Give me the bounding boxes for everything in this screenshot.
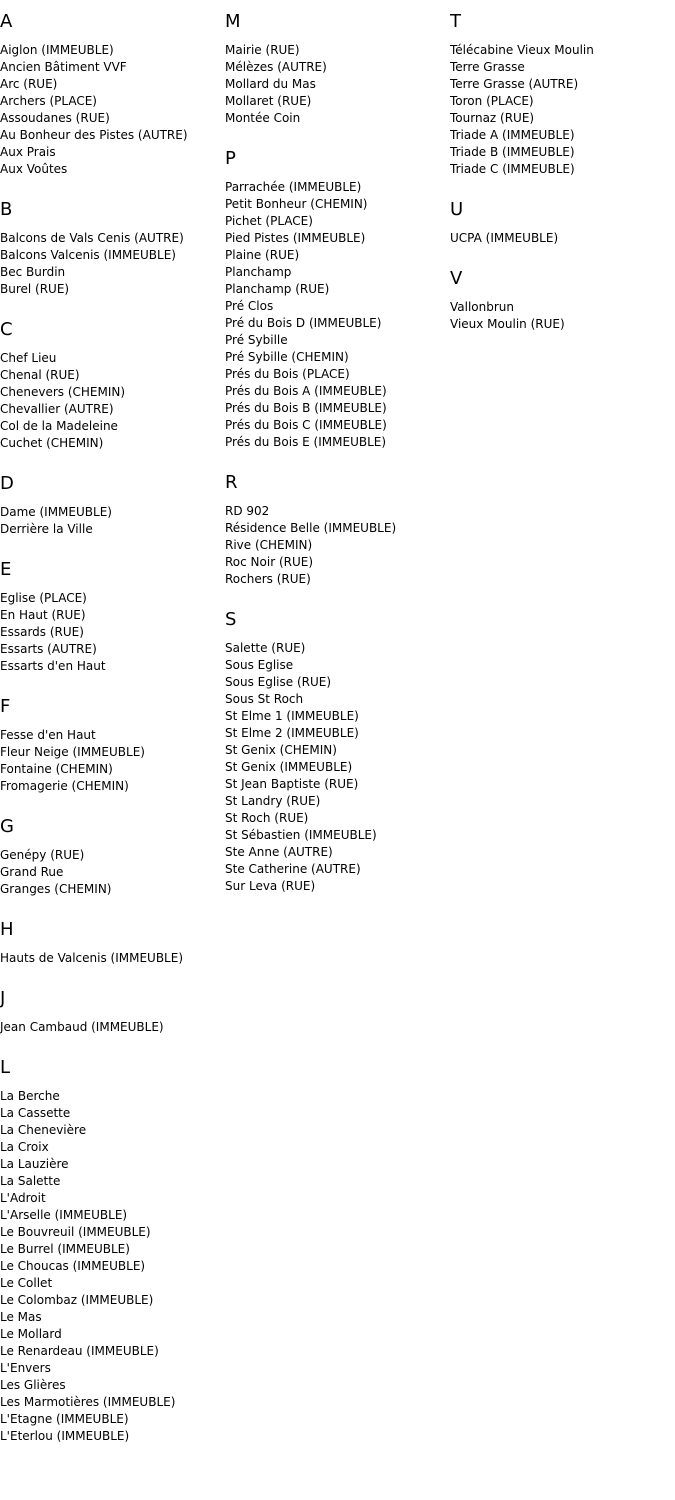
letter-heading: A [0,11,13,32]
street-link[interactable]: Balcons Valcenis (IMMEUBLE) [0,248,176,262]
letter-group [0,320,225,452]
street-link[interactable]: Mollaret (RUE) [225,94,312,108]
street-link[interactable]: RD 902 [225,504,270,518]
street-link[interactable]: Mairie (RUE) [225,43,300,57]
street-link[interactable]: L'Arselle (IMMEUBLE) [0,1208,128,1222]
street-list [0,950,225,967]
letter-group [450,269,675,333]
street-link[interactable]: Terre Grasse (AUTRE) [450,77,579,91]
letter-heading: T [450,11,461,32]
street-link[interactable]: Triade B (IMMEUBLE) [450,145,575,159]
street-link[interactable]: Pré Clos [225,299,274,313]
letter-group [225,149,450,451]
street-link[interactable]: St Genix (IMMEUBLE) [225,760,353,774]
street-link[interactable]: La Croix [0,1140,49,1154]
street-list [0,847,225,898]
street-link[interactable]: Aiglon (IMMEUBLE) [0,43,114,57]
street-link[interactable]: Plaine (RUE) [225,248,300,262]
street-link[interactable]: Essarts (AUTRE) [0,642,97,656]
street-link[interactable]: Résidence Belle (IMMEUBLE) [225,521,397,535]
street-link[interactable]: La Chenevière [0,1123,87,1137]
letter-group [0,200,225,298]
street-link[interactable]: Parrachée (IMMEUBLE) [225,180,362,194]
index-column-1 [0,12,225,1467]
street-link[interactable]: Au Bonheur des Pistes (AUTRE) [0,128,188,142]
street-link[interactable]: Fromagerie (CHEMIN) [0,779,129,793]
letter-group [0,1058,225,1445]
street-link[interactable]: Arc (RUE) [0,77,58,91]
street-link[interactable]: Derrière la Ville [0,522,93,536]
letter-heading: H [0,919,14,940]
street-link[interactable]: L'Envers [0,1361,51,1375]
street-list [0,350,225,452]
letter-group [0,474,225,538]
street-link[interactable]: L'Eterlou (IMMEUBLE) [0,1429,130,1443]
street-link[interactable]: Balcons de Vals Cenis (AUTRE) [0,231,184,245]
street-list [225,42,450,127]
street-link[interactable]: Tournaz (RUE) [450,111,535,125]
letter-heading: E [0,559,12,580]
street-link[interactable]: Burel (RUE) [0,282,70,296]
letter-group [0,12,225,178]
index-column-2 [225,12,450,917]
letter-group [225,610,450,895]
letter-heading: C [0,319,13,340]
street-link[interactable]: St Elme 1 (IMMEUBLE) [225,709,359,723]
letter-group [0,697,225,795]
street-link[interactable]: Le Collet [0,1276,53,1290]
street-link[interactable]: Jean Cambaud (IMMEUBLE) [0,1020,164,1034]
street-link[interactable]: Pré Sybille (CHEMIN) [225,350,349,364]
letter-heading: F [0,696,11,717]
street-list [450,230,675,247]
street-link[interactable]: Salette (RUE) [225,641,306,655]
street-link[interactable]: Hauts de Valcenis (IMMEUBLE) [0,951,183,965]
street-link[interactable]: Prés du Bois A (IMMEUBLE) [225,384,387,398]
street-link[interactable]: Les Glières [0,1378,66,1392]
street-link[interactable]: Ste Catherine (AUTRE) [225,862,361,876]
street-link[interactable]: Pré du Bois D (IMMEUBLE) [225,316,382,330]
street-list [0,42,225,178]
street-link[interactable]: Genépy (RUE) [0,848,85,862]
street-link[interactable]: Rive (CHEMIN) [225,538,313,552]
letter-heading: D [0,473,14,494]
street-link[interactable]: Petit Bonheur (CHEMIN) [225,197,368,211]
street-link[interactable]: Le Burrel (IMMEUBLE) [0,1242,130,1256]
street-link[interactable]: Fesse d'en Haut [0,728,96,742]
street-link[interactable]: Toron (PLACE) [450,94,534,108]
index-column-3 [450,12,675,355]
street-list [0,727,225,795]
letter-group [450,12,675,178]
street-link[interactable]: La Salette [0,1174,61,1188]
letter-group [450,200,675,247]
street-link[interactable]: Pré Sybille [225,333,288,347]
street-link[interactable]: Triade A (IMMEUBLE) [450,128,575,142]
street-link[interactable]: Sous St Roch [225,692,304,706]
street-link[interactable]: Mollard du Mas [225,77,316,91]
street-link[interactable]: Prés du Bois B (IMMEUBLE) [225,401,387,415]
street-link[interactable]: Prés du Bois E (IMMEUBLE) [225,435,387,449]
street-link[interactable]: L'Etagne (IMMEUBLE) [0,1412,129,1426]
street-link[interactable]: Les Marmotières (IMMEUBLE) [0,1395,176,1409]
street-link[interactable]: Terre Grasse [450,60,525,74]
street-link[interactable]: St Sébastien (IMMEUBLE) [225,828,377,842]
street-link[interactable]: Le Choucas (IMMEUBLE) [0,1259,146,1273]
letter-group [225,12,450,127]
street-link[interactable]: Le Bouvreuil (IMMEUBLE) [0,1225,151,1239]
street-link[interactable]: Planchamp [225,265,292,279]
street-link[interactable]: Fleur Neige (IMMEUBLE) [0,745,145,759]
street-list [0,1088,225,1445]
street-link[interactable]: Sous Eglise [225,658,294,672]
street-list [450,299,675,333]
street-link[interactable]: Fontaine (CHEMIN) [0,762,113,776]
street-link[interactable]: Vieux Moulin (RUE) [450,317,565,331]
street-link[interactable]: Le Mollard [0,1327,62,1341]
street-link[interactable]: Vallonbrun [450,300,515,314]
street-link[interactable]: Ste Anne (AUTRE) [225,845,333,859]
street-link[interactable]: Bec Burdin [0,265,66,279]
street-link[interactable]: Montée Coin [225,111,301,125]
street-list [450,42,675,178]
street-link[interactable]: La Cassette [0,1106,71,1120]
street-link[interactable]: Le Colombaz (IMMEUBLE) [0,1293,154,1307]
street-link[interactable]: Le Renardeau (IMMEUBLE) [0,1344,159,1358]
letter-heading: P [225,148,236,169]
letter-group [0,560,225,675]
letter-heading: V [450,268,463,289]
letter-group [0,817,225,898]
street-link[interactable]: La Berche [0,1089,60,1103]
street-link[interactable]: Prés du Bois C (IMMEUBLE) [225,418,387,432]
street-list [0,230,225,298]
street-link[interactable]: Archers (PLACE) [0,94,97,108]
street-link[interactable]: Pied Pistes (IMMEUBLE) [225,231,366,245]
street-link[interactable]: Le Mas [0,1310,42,1324]
letter-heading: R [225,472,238,493]
letter-group [0,989,225,1036]
street-link[interactable]: Essarts d'en Haut [0,659,106,673]
street-link[interactable]: UCPA (IMMEUBLE) [450,231,559,245]
street-link[interactable]: Sous Eglise (RUE) [225,675,332,689]
letter-heading: G [0,816,14,837]
street-link[interactable]: St Roch (RUE) [225,811,309,825]
street-list [225,503,450,588]
street-link[interactable]: L'Adroit [0,1191,46,1205]
street-list [0,1019,225,1036]
street-link[interactable]: St Jean Baptiste (RUE) [225,777,359,791]
street-link[interactable]: Chenal (RUE) [0,368,80,382]
street-link[interactable]: Aux Voûtes [0,162,68,176]
street-link[interactable]: Planchamp (RUE) [225,282,330,296]
letter-group [225,473,450,588]
letter-heading: U [450,199,464,220]
street-list [0,504,225,538]
letter-heading: L [0,1057,11,1078]
letter-group [0,920,225,967]
street-link[interactable]: Cuchet (CHEMIN) [0,436,104,450]
street-link[interactable]: Granges (CHEMIN) [0,882,112,896]
street-link[interactable]: Eglise (PLACE) [0,591,87,605]
letter-heading: J [0,988,6,1009]
street-link[interactable]: St Landry (RUE) [225,794,321,808]
street-link[interactable]: Col de la Madeleine [0,419,118,433]
street-link[interactable]: Grand Rue [0,865,64,879]
street-link[interactable]: Essards (RUE) [0,625,84,639]
street-list [225,640,450,895]
street-link[interactable]: Sur Leva (RUE) [225,879,316,893]
street-link[interactable]: Dame (IMMEUBLE) [0,505,112,519]
letter-heading: M [225,11,241,32]
street-link[interactable]: Aux Prais [0,145,56,159]
street-link[interactable]: Triade C (IMMEUBLE) [450,162,575,176]
street-link[interactable]: Prés du Bois (PLACE) [225,367,350,381]
street-link[interactable]: Rochers (RUE) [225,572,311,586]
street-link[interactable]: Chenevers (CHEMIN) [0,385,126,399]
street-link[interactable]: Mélèzes (AUTRE) [225,60,327,74]
street-link[interactable]: En Haut (RUE) [0,608,86,622]
street-link[interactable]: La Lauzière [0,1157,69,1171]
street-link[interactable]: Chef Lieu [0,351,57,365]
street-list [0,590,225,675]
street-link[interactable]: Ancien Bâtiment VVF [0,60,127,74]
street-link[interactable]: St Genix (CHEMIN) [225,743,337,757]
letter-heading: B [0,199,13,220]
street-link[interactable]: Assoudanes (RUE) [0,111,110,125]
street-link[interactable]: Pichet (PLACE) [225,214,313,228]
street-list [225,179,450,451]
letter-heading: S [225,609,237,630]
street-link[interactable]: Roc Noir (RUE) [225,555,314,569]
street-link[interactable]: Chevallier (AUTRE) [0,402,114,416]
street-link[interactable]: Télécabine Vieux Moulin [450,43,594,57]
street-link[interactable]: St Elme 2 (IMMEUBLE) [225,726,359,740]
